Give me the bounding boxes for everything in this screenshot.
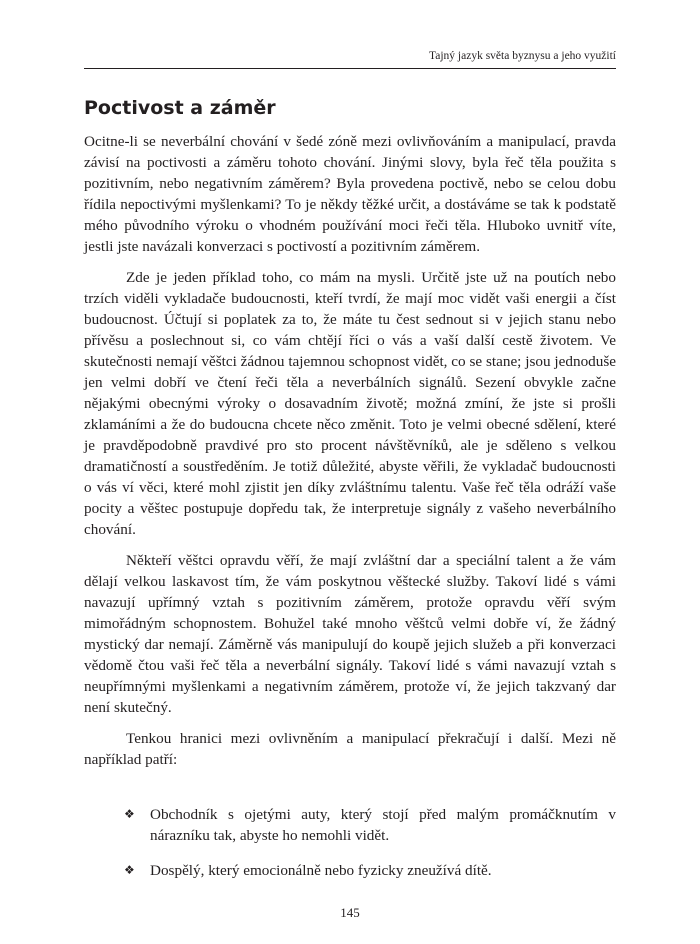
list-item-text: Obchodník s ojetými auty, který stojí před malým promáčknutím v nárazníku tak, abyste ho nemohli vidět.: [150, 806, 616, 844]
list-item-text: Dospělý, který emocionálně nebo fyzicky zneužívá dítě.: [150, 862, 492, 879]
list-item: [124, 860, 616, 881]
section-heading: Poctivost a záměr: [84, 97, 276, 119]
paragraph-3: Někteří věštci opravdu věří, že mají zvláštní dar a speciální talent a že vám dělají velkou laskavost tím, že vám poskytnou věštecké služby. Takoví lidé s vámi navazují upřímný vztah s pozitivním záměrem, protože opravdu věří svým mimořádným schopnostem. Bohužel také mnoho věštců velmi dobře ví, že žádný mystický dar nemají. Záměrně vás manipulují do koupě jejich služeb a při konverzaci vědomě čtou vaši řeč těla a neverbální signály. Takoví lidé s vámi navazují vztah s neupřímnými myšlenkami a negativním záměrem, protože ví, že jejich takzvaný dar není skutečný.: [84, 552, 616, 716]
page-number: 145: [340, 905, 360, 920]
diamond-bullet-icon: ❖: [124, 807, 135, 821]
paragraph-4: Tenkou hranici mezi ovlivněním a manipulací překračují i další. Mezi ně například patří:: [84, 730, 616, 768]
bullet-list: [84, 804, 616, 881]
running-header: Tajný jazyk světa byznysu a jeho využití: [84, 50, 616, 69]
paragraph-2: Zde je jeden příklad toho, co mám na mysli. Určitě jste už na poutích nebo trzích viděli vykladače budoucnosti, kteří tvrdí, že mají moc vidět vaši energii a číst budoucnost. Účtují si poplatek za to, že máte tu čest sednout si v jejich stanu nebo přívěsu a poslechnout si, co vám chtějí říci o vás a vaší další cestě životem. Ve skutečnosti nemají věštci žádnou tajemnou schopnost vidět, co se stane; jsou jednoduše jen velmi dobří ve čtení řeči těla a neverbálních signálů. Sezení obvykle začne nějakými obecnými výroky o dosavadním životě; možná zmíní, že jste si prošli zklamáními a že do budoucna chcete něco změnit. Toto je velmi obecné sdělení, které je pravděpodobně pravdivé pro sto procent návštěvníků, ale je sděleno s velkou dramatičností a soustředěním. Je totiž důležité, abyste věřili, že vykladač budoucnosti o vás ví věci, které mohl zjistit jen díky zvláštnímu talentu. Vaše řeč těla odráží vaše pocity a věštec postupuje dopředu tak, že interpretuje signály z vašeho neverbálního chování.: [84, 269, 616, 538]
paragraph-1: Ocitne-li se neverbální chování v šedé zóně mezi ovlivňováním a manipulací, pravda závisí na poctivosti a záměru tohoto chování. Jinými slovy, byla řeč těla použita s pozitivním, nebo negativním záměrem? Byla provedena poctivě, nebo se celou dobu řídila nepoctivými myšlenkami? To je někdy těžké určit, a dostáváme se tak k podstatě mého původního výroku o vhodném používání moci řeči těla. Hluboko uvnitř víte, jestli jste navázali konverzaci s poctivostí a pozitivním záměrem.: [84, 133, 616, 255]
page-body: [84, 97, 616, 895]
diamond-bullet-icon: ❖: [124, 863, 135, 877]
list-item: [124, 804, 616, 846]
